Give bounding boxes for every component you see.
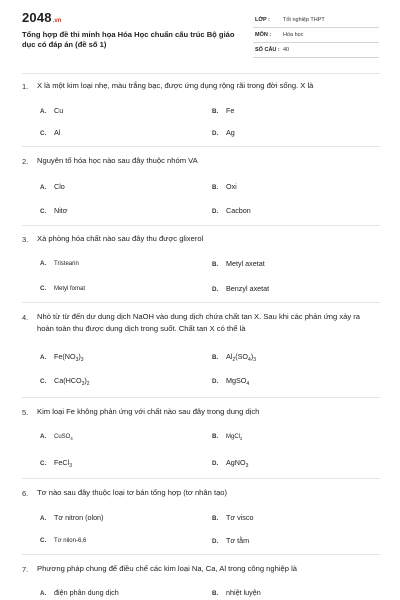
meta-value: Tốt nghiệp THPT [283, 17, 325, 23]
logo-main: 2048 [22, 10, 52, 25]
question-number: 5. [22, 408, 29, 417]
meta-row-class [253, 13, 379, 28]
option-d[interactable]: D. Tơ tằm [212, 536, 250, 545]
option-b[interactable]: B. Fe [212, 106, 235, 115]
divider [22, 397, 380, 398]
option-c[interactable]: C. Al [40, 128, 61, 137]
option-b[interactable]: B. Metyl axetat [212, 259, 265, 268]
meta-label: SỐ CÂU : [255, 47, 280, 53]
option-d[interactable]: D. MgSO$_4$ [212, 376, 250, 387]
meta-value: 40 [283, 47, 290, 53]
option-c[interactable]: C. Tơ nilon-6,6 [40, 537, 87, 544]
question-number: 1. [22, 82, 29, 91]
option-c[interactable]: C. $Ca(HCO_3)_2$ [40, 376, 90, 387]
meta-row-count [253, 43, 379, 58]
divider [22, 478, 380, 479]
divider [22, 146, 380, 147]
option-d[interactable]: D. Benzyl axetat [212, 284, 270, 293]
question-number: 4. [22, 313, 29, 322]
question-text: Kim loại Fe không phản ứng với chất nào sau đây trong dung dịch [37, 407, 260, 416]
option-b[interactable]: B. $Al_2(SO_4)_3$ [212, 352, 257, 363]
document-title: Tổng hợp đề thi minh họa Hóa Học chuẩn cấu trúc Bộ giáo dục có đáp án (đề số 1) [22, 30, 235, 49]
question-text: Tơ nào sau đây thuộc loại tơ bán tổng hợp (tơ nhân tạo) [37, 488, 228, 497]
option-b[interactable]: B. Tơ visco [212, 513, 254, 522]
question-text: Nguyên tố hóa học nào sau đây thuộc nhóm VA [37, 156, 198, 165]
option-d[interactable]: D. Ag [212, 128, 235, 137]
site-logo[interactable] [22, 10, 61, 25]
option-b[interactable]: B. Oxi [212, 182, 237, 191]
option-a[interactable]: A. Cu [40, 106, 64, 115]
option-b[interactable]: B. MgCl$_2$ [212, 433, 243, 441]
question-number: 2. [22, 157, 29, 166]
logo-sub: .vn [52, 18, 62, 24]
question-number: 3. [22, 235, 29, 244]
option-a[interactable]: A. Clo [40, 182, 65, 191]
option-d[interactable]: D. AgNO$_3$ [212, 458, 249, 469]
document-header [0, 0, 400, 70]
meta-value: Hóa học [283, 32, 304, 38]
question-text: Phương pháp chung để điều chế các kim loại Na, Ca, Al trong công nghiệp là [37, 564, 297, 573]
divider [22, 225, 380, 226]
meta-table [253, 13, 379, 58]
divider [22, 554, 380, 555]
question-text: Nhỏ từ từ đến dư dung dịch NaOH vào dung dịch chứa chất tan X. Sau khi các phản ứng xảy ra hoàn toàn thu được dung dịch trong suốt. Chất tan X có thể là [37, 312, 361, 333]
option-c[interactable]: C. FeCl$_3$ [40, 458, 72, 469]
option-b[interactable]: B. nhiệt luyện [212, 588, 261, 597]
option-c[interactable]: C. Metyl fomat [40, 285, 86, 292]
question-text: Xà phòng hóa chất nào sau đây thu được glixerol [37, 234, 204, 243]
option-a[interactable]: A. điện phân dung dịch [40, 588, 119, 597]
option-a[interactable]: A. CuSO$_4$ [40, 433, 73, 441]
meta-label: LỚP : [255, 17, 270, 23]
divider [22, 73, 380, 74]
option-d[interactable]: D. Cacbon [212, 206, 251, 215]
question-number: 6. [22, 489, 29, 498]
option-c[interactable]: C. Nitơ [40, 206, 68, 215]
option-a[interactable]: A. Tơ nitron (olon) [40, 513, 104, 522]
option-a[interactable]: A. Tristearin [40, 260, 79, 267]
divider [22, 302, 380, 303]
option-a[interactable]: A. $Fe(NO_3)_3$ [40, 352, 84, 363]
meta-label: MÔN : [255, 32, 272, 38]
meta-row-subject [253, 28, 379, 43]
question-number: 7. [22, 565, 29, 574]
question-text: X là một kim loại nhẹ, màu trắng bạc, được ứng dụng rộng rãi trong đời sống. X là [37, 81, 314, 90]
